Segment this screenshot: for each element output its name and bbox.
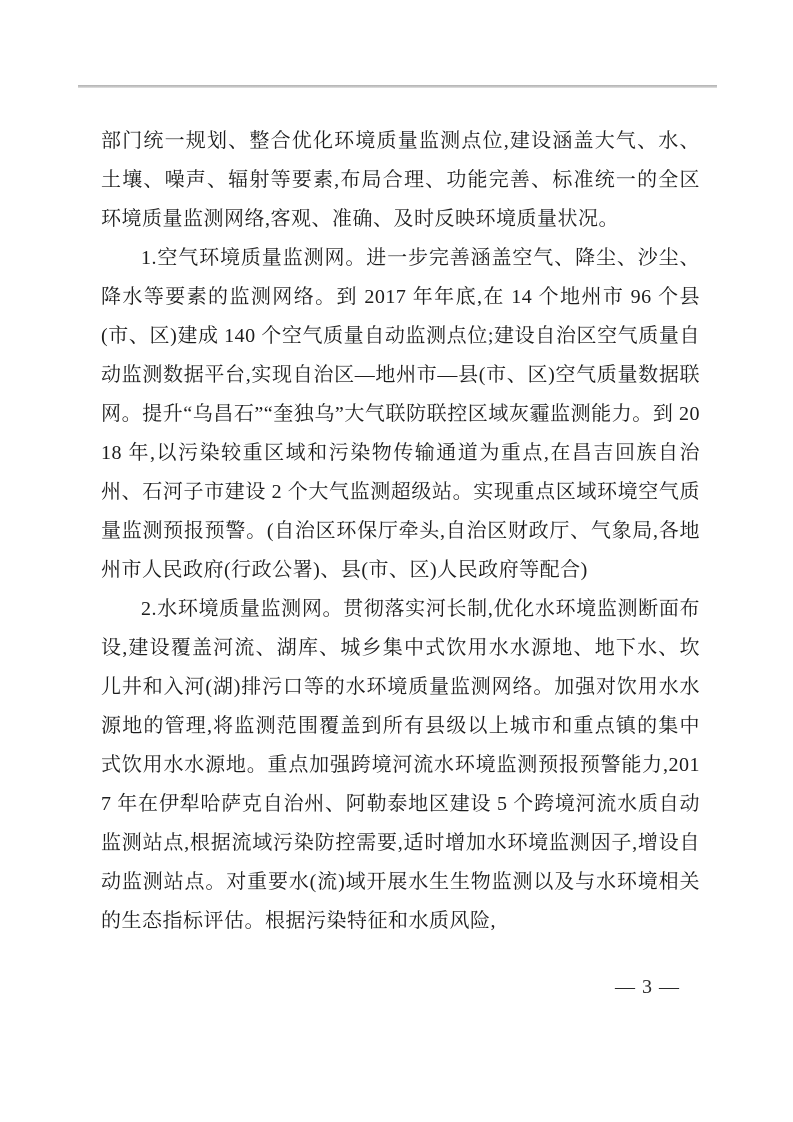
document-body [101, 122, 700, 941]
header-divider-line [78, 85, 717, 88]
paragraph-continuation: 部门统一规划、整合优化环境质量监测点位,建设涵盖大气、水、土壤、噪声、辐射等要素,布局合理、功能完善、标准统一的全区环境质量监测网络,客观、准确、及时反映环境质量状况。 [101, 130, 700, 230]
page-number: — 3 — [615, 976, 680, 998]
paragraph-water-quality-monitoring-network: 2.水环境质量监测网。贯彻落实河长制,优化水环境监测断面布设,建设覆盖河流、湖库、城乡集中式饮用水水源地、地下水、坎儿井和入河(湖)排污口等的水环境质量监测网络。加强对饮用水水源地的管理,将监测范围覆盖到所有县级以上城市和重点镇的集中式饮用水水源地。重点加强跨境河流水环境监测预报预警能力,2017 年在伊犁哈萨克自治州、阿勒泰地区建设 5 个跨境河流水质自动监测站点,根据流域污染防控需要,适时增加水环境监测因子,增设自动监测站点。对重要水(流)域开展水生生物监测以及与水环境相关的生态指标评估。根据污染特征和水质风险, [101, 598, 700, 932]
paragraph-air-quality-monitoring-network: 1.空气环境质量监测网。进一步完善涵盖空气、降尘、沙尘、降水等要素的监测网络。到 2017 年年底,在 14 个地州市 96 个县(市、区)建成 140 个空气质量自动监测点位;建设自治区空气质量自动监测数据平台,实现自治区—地州市—县(市、区)空气质量数据联网。提升“乌昌石”“奎独乌”大气联防联控区域灰霾监测能力。到 2018 年,以污染较重区域和污染物传输通道为重点,在昌吉回族自治州、石河子市建设 2 个大气监测超级站。实现重点区域环境空气质量监测预报预警。(自治区环保厅牵头,自治区财政厅、气象局,各地州市人民政府(行政公署)、县(市、区)人民政府等配合) [101, 247, 700, 581]
